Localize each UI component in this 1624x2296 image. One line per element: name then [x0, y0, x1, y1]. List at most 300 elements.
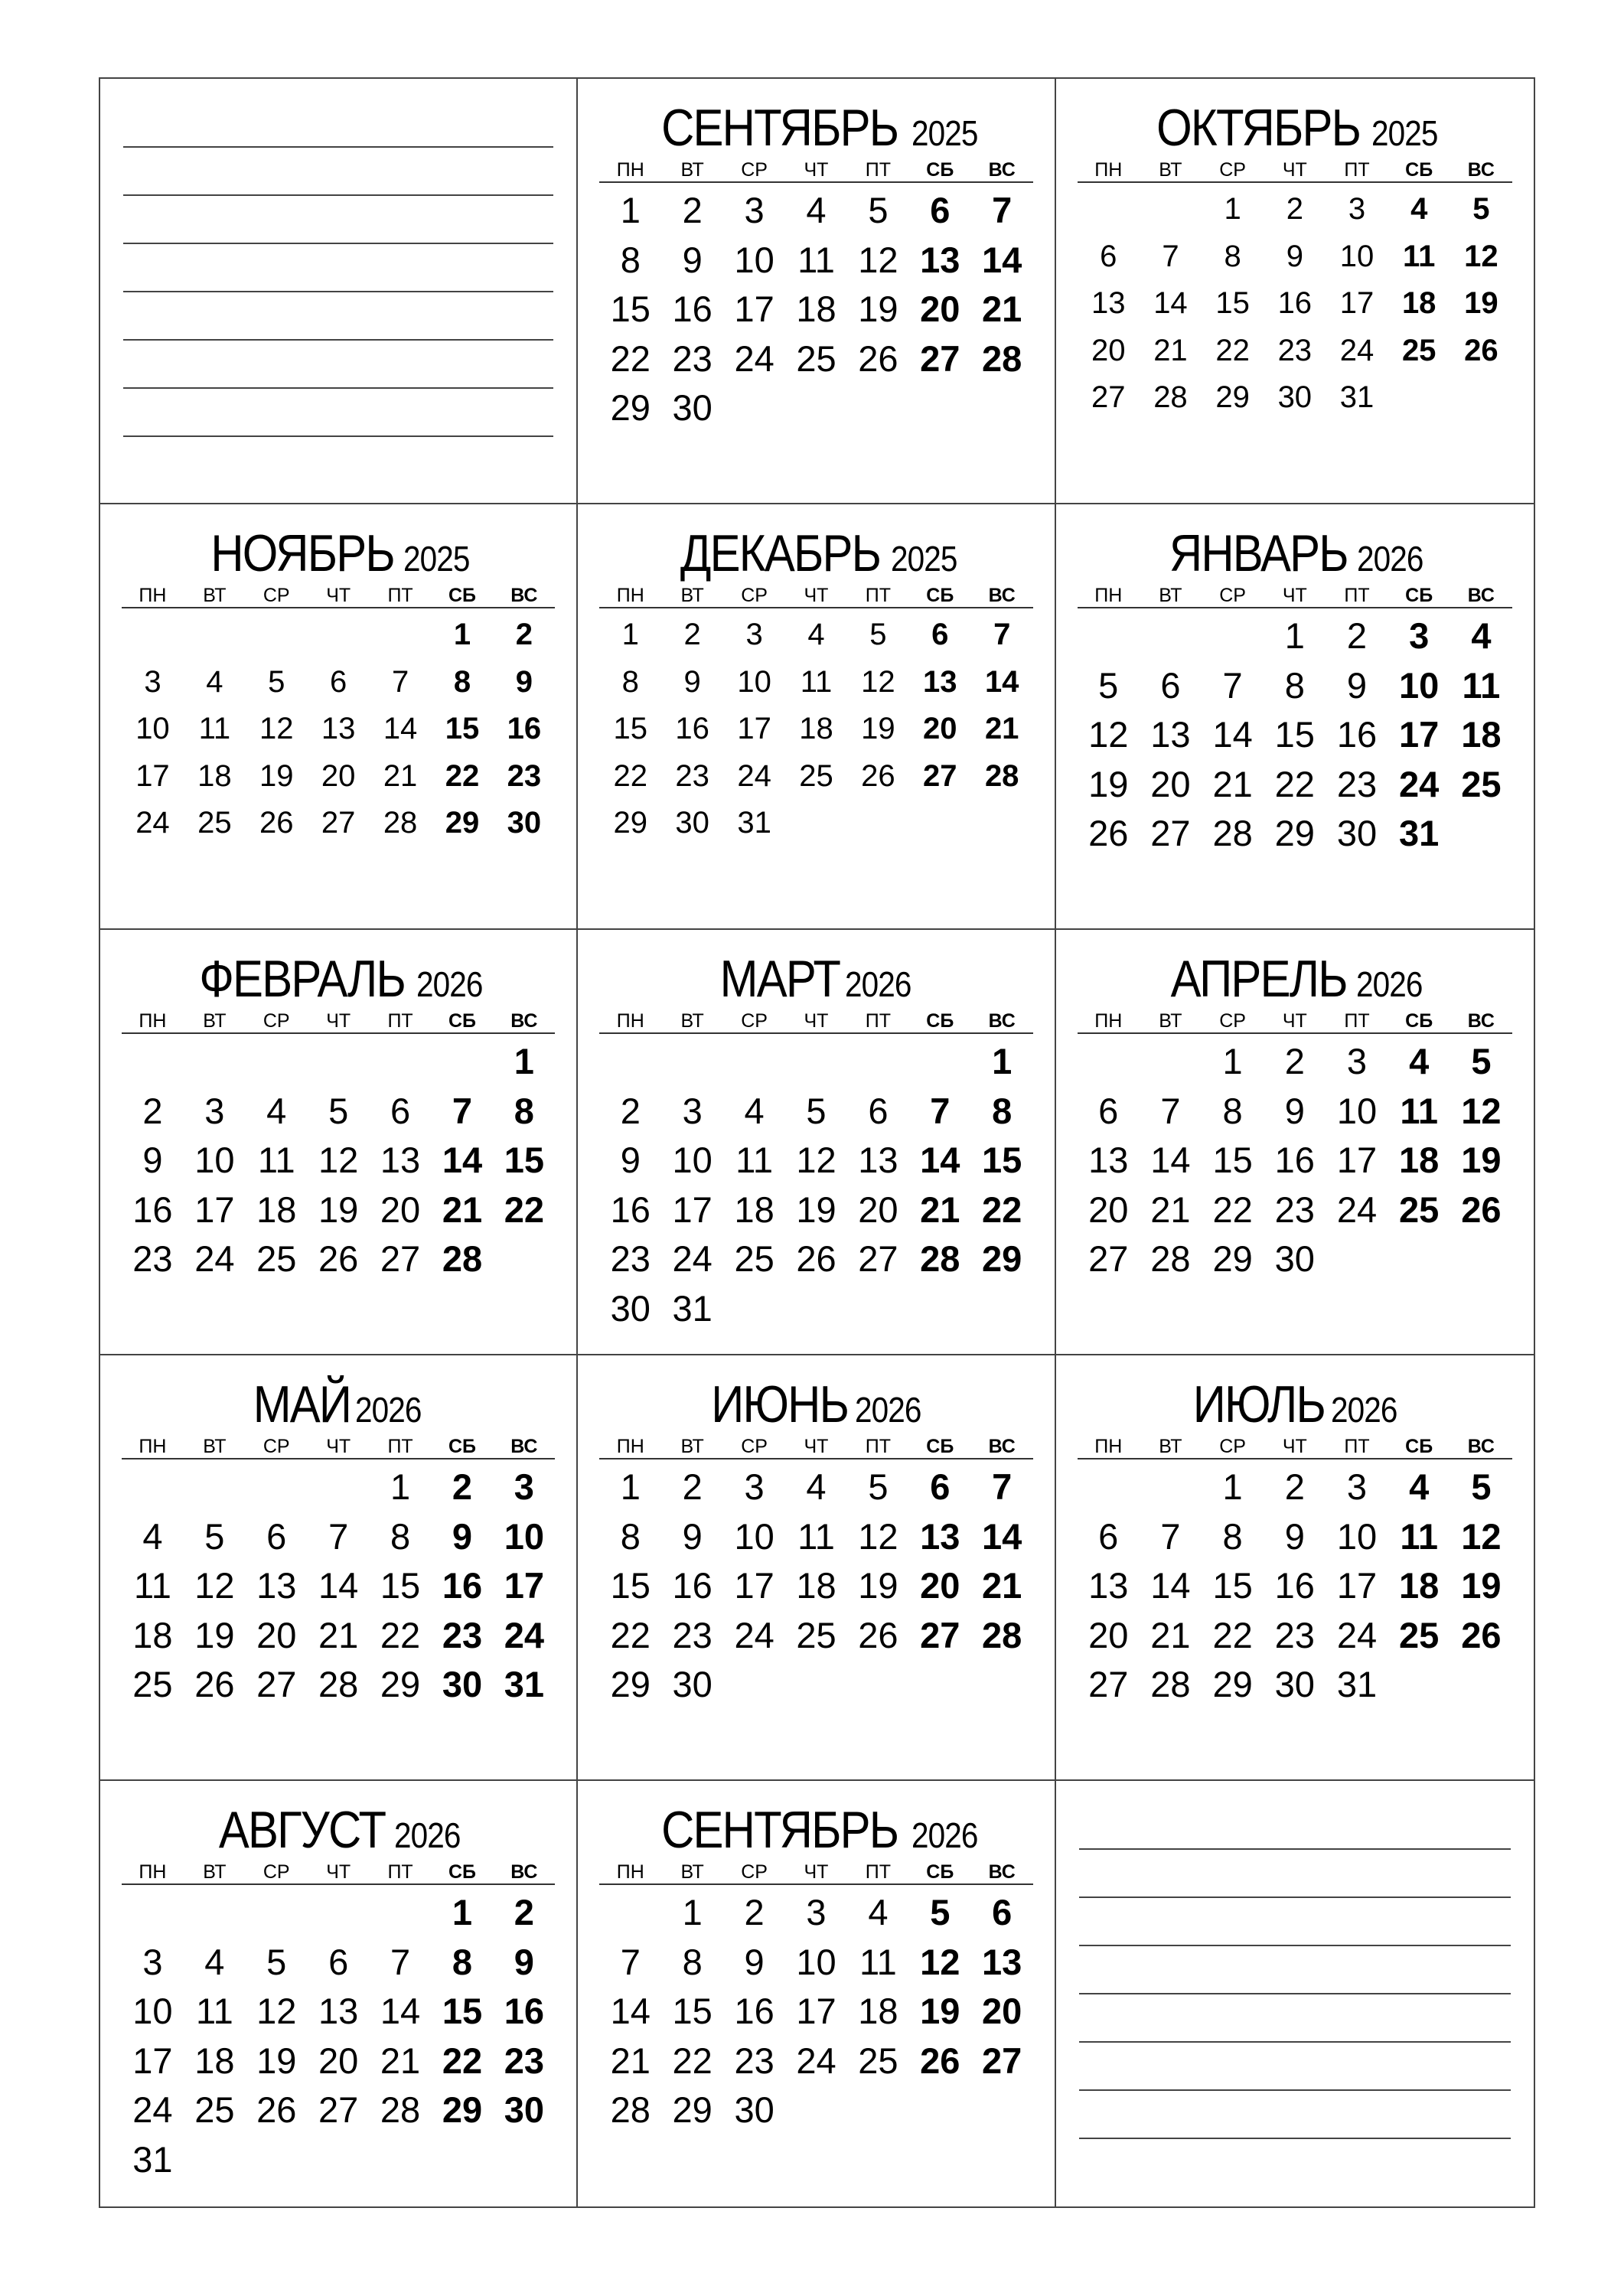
weekend-day: 13 [920, 1515, 960, 1557]
weekend-day: 12 [1461, 1515, 1502, 1557]
day-number: 19 [861, 712, 895, 745]
weekend-day: 26 [1461, 1189, 1502, 1230]
day-number: 23 [1274, 1614, 1315, 1655]
weekend-day: 18 [1401, 286, 1436, 320]
day-number: 16 [610, 1189, 651, 1230]
weekday-label: СБ [1405, 585, 1433, 606]
day-number: 2 [620, 1090, 641, 1131]
day-number: 11 [195, 1991, 233, 2031]
day-number: 4 [744, 1090, 765, 1131]
weekend-day: 11 [1462, 664, 1501, 706]
weekday-label: СБ [1405, 1010, 1433, 1032]
weekday-label: ВС [988, 585, 1016, 606]
day-number: 27 [1091, 380, 1126, 414]
day-number: 2 [682, 190, 703, 230]
note-line [1079, 2138, 1511, 2139]
day-number: 27 [256, 1664, 297, 1704]
weekday-label: ВС [988, 1436, 1016, 1457]
weekday-label: ВТ [1159, 1436, 1182, 1457]
day-number: 15 [380, 1565, 421, 1606]
day-number: 4 [266, 1090, 287, 1131]
weekend-day: 30 [442, 1664, 483, 1704]
day-number: 5 [266, 1941, 287, 1982]
weekend-day: 7 [993, 618, 1011, 651]
weekday-label: ПТ [1344, 1010, 1370, 1032]
day-number: 6 [266, 1515, 287, 1557]
weekend-day: 26 [1461, 1614, 1502, 1655]
weekend-day: 18 [1461, 714, 1502, 755]
day-number: 1 [390, 1466, 411, 1507]
month-october-2025 [1056, 79, 1534, 504]
day-number: 15 [672, 1991, 713, 2031]
month-title [1078, 950, 1512, 1008]
month-march-2026 [578, 930, 1055, 1355]
day-number: 24 [132, 2089, 173, 2130]
day-number: 1 [621, 618, 639, 651]
day-number: 17 [796, 1991, 836, 2031]
day-number: 6 [1098, 1090, 1119, 1131]
day-number: 24 [1336, 1189, 1378, 1230]
day-number: 3 [806, 1892, 827, 1932]
weekend-day: 15 [504, 1140, 544, 1180]
day-number: 28 [1150, 1238, 1191, 1279]
weekday-label: ПН [1094, 159, 1123, 181]
weekday-label: СР [263, 585, 290, 606]
weekday-label: ПН [616, 1436, 644, 1457]
month-august-2026 [100, 1781, 578, 2206]
day-number: 3 [744, 190, 765, 230]
weekday-label: ПТ [865, 159, 892, 181]
day-number: 21 [1150, 1189, 1191, 1230]
note-line [1079, 2089, 1511, 2091]
weekend-day: 27 [920, 1614, 960, 1655]
day-number: 14 [380, 1991, 421, 2031]
weekend-day: 28 [982, 338, 1022, 379]
weekday-header [1078, 1009, 1512, 1034]
empty-day [184, 1037, 246, 1087]
weekend-day: 12 [1464, 239, 1498, 273]
day-number: 4 [806, 190, 827, 230]
month-year: 2026 [1330, 1390, 1397, 1430]
day-number: 26 [318, 1238, 359, 1279]
day-number: 1 [682, 1892, 703, 1932]
month-name: ИЮНЬ [711, 1375, 849, 1433]
day-number: 5 [806, 1090, 827, 1131]
days-grid [1078, 1037, 1512, 1284]
day-number: 27 [1150, 813, 1191, 853]
day-number: 7 [390, 1941, 411, 1982]
day-number: 2 [1286, 192, 1303, 226]
day-number: 2 [1284, 1041, 1305, 1081]
day-number: 9 [1284, 1515, 1305, 1557]
weekday-label: ПН [139, 1010, 167, 1032]
days-grid [1078, 1463, 1512, 1710]
day-number: 16 [734, 1991, 774, 2031]
day-number: 13 [256, 1565, 297, 1606]
day-number: 14 [1153, 286, 1188, 320]
empty-day [122, 1888, 184, 1938]
month-name: СЕНТЯБРЬ [661, 99, 898, 157]
day-number: 11 [198, 712, 231, 745]
calendar-grid [99, 77, 1535, 2208]
weekday-label: ПН [616, 585, 644, 606]
weekend-day: 1 [452, 1892, 473, 1932]
weekday-label: СР [1219, 159, 1246, 181]
weekend-day: 8 [452, 1941, 473, 1982]
day-number: 17 [734, 1565, 774, 1606]
weekday-label: СБ [926, 585, 954, 606]
day-number: 31 [672, 1287, 713, 1329]
weekday-label: ВС [510, 1436, 538, 1457]
day-number: 6 [1098, 1515, 1119, 1557]
day-number: 19 [259, 758, 294, 793]
weekend-day: 28 [984, 758, 1019, 793]
day-number: 25 [132, 1664, 173, 1704]
day-number: 9 [1284, 1090, 1305, 1131]
month-name: СЕНТЯБРЬ [661, 1801, 898, 1859]
days-grid [122, 1037, 555, 1284]
weekday-label: ВС [510, 585, 538, 606]
day-number: 24 [734, 1614, 774, 1655]
weekday-label: ВС [988, 159, 1016, 181]
day-number: 14 [383, 712, 418, 745]
day-number: 13 [1088, 1140, 1129, 1180]
weekend-day: 30 [507, 806, 542, 840]
weekend-day: 21 [920, 1189, 960, 1230]
day-number: 17 [737, 712, 771, 745]
day-number: 4 [807, 618, 825, 651]
day-number: 26 [194, 1664, 235, 1704]
weekday-label: СР [741, 1861, 768, 1883]
weekend-day: 15 [982, 1140, 1022, 1180]
notes-box-bottom [1056, 1781, 1534, 2206]
weekend-day: 18 [1399, 1565, 1440, 1606]
day-number: 10 [1336, 1515, 1378, 1557]
weekend-day: 2 [514, 1892, 534, 1932]
month-year: 2025 [911, 113, 978, 153]
empty-day [122, 1463, 184, 1512]
day-number: 26 [259, 806, 294, 840]
empty-day [1202, 612, 1264, 661]
day-number: 3 [142, 1941, 163, 1982]
weekend-day: 2 [515, 618, 533, 651]
weekday-label: ПН [616, 159, 644, 181]
weekday-label: ВС [988, 1861, 1016, 1883]
month-title [599, 950, 1032, 1008]
day-number: 9 [1346, 664, 1368, 706]
day-number: 21 [610, 2040, 651, 2081]
day-number: 12 [259, 712, 294, 745]
weekday-label: СБ [926, 1861, 954, 1883]
day-number: 31 [737, 806, 771, 840]
weekend-day: 31 [504, 1664, 544, 1704]
weekend-day: 4 [1471, 615, 1492, 656]
weekend-day: 3 [514, 1466, 534, 1507]
weekend-day: 4 [1410, 192, 1428, 226]
weekend-day: 10 [504, 1515, 544, 1557]
weekend-day: 20 [920, 289, 960, 329]
day-number: 17 [194, 1189, 235, 1230]
weekday-label: ЧТ [804, 1436, 829, 1457]
day-number: 3 [745, 618, 763, 651]
month-april-2026 [1056, 930, 1534, 1355]
day-number: 20 [1150, 763, 1191, 804]
weekend-day: 24 [504, 1614, 544, 1655]
day-number: 20 [1091, 333, 1126, 367]
day-number: 27 [380, 1238, 421, 1279]
weekend-day: 5 [1471, 1466, 1492, 1507]
day-number: 24 [796, 2040, 836, 2081]
day-number: 30 [1274, 1664, 1315, 1704]
empty-day [785, 1037, 847, 1087]
month-may-2026 [100, 1355, 578, 1781]
day-number: 29 [1212, 1664, 1253, 1704]
note-line [123, 194, 553, 196]
weekend-day: 8 [514, 1090, 534, 1131]
day-number: 6 [1160, 664, 1181, 706]
day-number: 23 [675, 758, 709, 793]
weekday-label: ВТ [203, 585, 227, 606]
day-number: 11 [257, 1140, 295, 1180]
note-line [123, 387, 553, 389]
day-number: 22 [1215, 333, 1250, 367]
day-number: 11 [735, 1140, 773, 1180]
month-title [1078, 1375, 1512, 1433]
day-number: 27 [1088, 1664, 1129, 1704]
days-grid [599, 1888, 1032, 2135]
day-number: 4 [806, 1466, 827, 1507]
month-name: НОЯБРЬ [210, 524, 394, 582]
day-number: 21 [1212, 763, 1253, 804]
day-number: 24 [672, 1238, 713, 1279]
day-number: 9 [620, 1140, 641, 1180]
month-title [122, 1801, 555, 1859]
day-number: 15 [613, 712, 648, 745]
empty-day [723, 1037, 785, 1087]
weekday-label: ЧТ [326, 585, 351, 606]
empty-day [661, 1037, 723, 1087]
empty-day [1078, 1463, 1140, 1512]
day-number: 30 [734, 2089, 774, 2130]
month-title [1078, 99, 1512, 157]
days-grid [122, 1888, 555, 2184]
weekend-day: 28 [442, 1238, 483, 1279]
day-number: 6 [328, 1941, 349, 1982]
weekend-day: 21 [442, 1189, 483, 1230]
weekday-label: ПТ [865, 1436, 892, 1457]
day-number: 27 [1088, 1238, 1129, 1279]
day-number: 19 [858, 289, 898, 329]
days-grid [122, 1463, 555, 1710]
weekend-day: 15 [445, 712, 480, 745]
weekend-day: 4 [1409, 1041, 1430, 1081]
weekday-label: ВТ [680, 585, 704, 606]
weekend-day: 14 [982, 239, 1022, 280]
day-number: 21 [380, 2040, 421, 2081]
weekend-day: 21 [982, 1565, 1022, 1606]
weekend-day: 22 [442, 2040, 483, 2081]
weekend-day: 11 [1400, 1090, 1439, 1131]
weekend-day: 14 [920, 1140, 960, 1180]
weekday-label: ВТ [680, 1010, 704, 1032]
day-number: 29 [613, 806, 648, 840]
weekday-label: СР [1219, 1436, 1246, 1457]
weekday-label: СБ [1405, 159, 1433, 181]
weekend-day: 22 [982, 1189, 1022, 1230]
day-number: 24 [1339, 333, 1375, 367]
day-number: 24 [737, 758, 771, 793]
day-number: 13 [1088, 1565, 1129, 1606]
empty-day [1140, 1463, 1202, 1512]
weekend-day: 29 [442, 2089, 483, 2130]
day-number: 13 [858, 1140, 898, 1180]
empty-day [432, 1037, 494, 1087]
day-number: 27 [318, 2089, 359, 2130]
weekday-label: СБ [448, 1010, 476, 1032]
day-number: 25 [256, 1238, 297, 1279]
day-number: 19 [796, 1189, 836, 1230]
day-number: 4 [204, 1941, 225, 1982]
month-june-2026 [578, 1355, 1055, 1781]
weekend-day: 14 [442, 1140, 483, 1180]
day-number: 16 [132, 1189, 173, 1230]
weekend-day: 30 [504, 2089, 544, 2130]
day-number: 12 [318, 1140, 359, 1180]
day-number: 16 [675, 712, 709, 745]
days-grid [599, 186, 1032, 433]
day-number: 31 [1339, 380, 1375, 414]
empty-day [370, 1888, 432, 1938]
month-year: 2026 [416, 964, 483, 1004]
days-grid [122, 612, 555, 847]
weekday-label: ВТ [203, 1010, 227, 1032]
weekend-day: 17 [504, 1565, 544, 1606]
day-number: 8 [1222, 1515, 1243, 1557]
month-year: 2025 [1371, 113, 1438, 153]
weekday-label: ВС [510, 1010, 538, 1032]
day-number: 29 [610, 387, 651, 428]
day-number: 20 [380, 1189, 421, 1230]
day-number: 22 [613, 758, 648, 793]
weekday-header [599, 1009, 1032, 1034]
weekend-day: 7 [992, 190, 1013, 230]
day-number: 21 [1150, 1614, 1191, 1655]
day-number: 26 [858, 1614, 898, 1655]
month-year: 2026 [1357, 539, 1423, 579]
weekday-label: СБ [448, 1861, 476, 1883]
weekend-day: 27 [982, 2040, 1022, 2081]
weekend-day: 19 [920, 1991, 960, 2031]
month-name: АВГУСТ [219, 1801, 386, 1859]
weekend-day: 7 [930, 1090, 951, 1131]
day-number: 18 [132, 1614, 173, 1655]
empty-day [308, 1037, 370, 1087]
month-september-2026 [578, 1781, 1055, 2206]
weekend-day: 16 [442, 1565, 483, 1606]
month-november-2025 [100, 504, 578, 930]
day-number: 10 [737, 664, 771, 699]
weekend-day: 31 [1399, 813, 1440, 853]
weekend-day: 9 [514, 1941, 534, 1982]
note-line [1079, 1848, 1511, 1850]
weekday-label: ВТ [1159, 159, 1182, 181]
weekend-day: 7 [452, 1090, 473, 1131]
weekend-day: 6 [992, 1892, 1013, 1932]
day-number: 10 [734, 1515, 774, 1557]
weekend-day: 6 [930, 190, 951, 230]
weekend-day: 29 [445, 806, 480, 840]
day-number: 24 [194, 1238, 235, 1279]
day-number: 25 [796, 1614, 836, 1655]
day-number: 17 [132, 2040, 173, 2081]
weekend-day: 11 [1403, 239, 1436, 273]
empty-day [184, 1888, 246, 1938]
month-title [599, 1801, 1032, 1859]
month-year: 2025 [891, 539, 957, 579]
weekend-day: 21 [982, 289, 1022, 329]
weekend-day: 20 [982, 1991, 1022, 2031]
day-number: 20 [318, 2040, 359, 2081]
empty-day [1078, 612, 1140, 661]
day-number: 28 [318, 1664, 359, 1704]
day-number: 14 [1212, 714, 1253, 755]
weekend-day: 25 [1399, 1189, 1440, 1230]
day-number: 5 [328, 1090, 349, 1131]
day-number: 12 [858, 239, 898, 280]
weekend-day: 19 [1464, 286, 1498, 320]
day-number: 15 [610, 289, 651, 329]
weekday-label: ВТ [680, 1436, 704, 1457]
note-line [123, 339, 553, 341]
day-number: 18 [858, 1991, 898, 2031]
weekday-label: СР [741, 159, 768, 181]
empty-day [909, 1037, 971, 1087]
weekend-day: 20 [920, 1565, 960, 1606]
weekday-label: СР [741, 585, 768, 606]
day-number: 2 [744, 1892, 765, 1932]
day-number: 3 [204, 1090, 225, 1131]
weekday-header [122, 1861, 555, 1885]
day-number: 16 [672, 289, 713, 329]
empty-day [246, 1037, 308, 1087]
month-year: 2026 [911, 1815, 978, 1855]
day-number: 12 [858, 1515, 898, 1557]
day-number: 9 [1286, 239, 1303, 273]
weekday-label: ПН [139, 1861, 167, 1883]
day-number: 27 [321, 806, 356, 840]
month-july-2026 [1056, 1355, 1534, 1781]
weekday-label: ЧТ [1282, 1010, 1307, 1032]
weekend-day: 15 [442, 1991, 483, 2031]
day-number: 10 [194, 1140, 235, 1180]
day-number: 20 [256, 1614, 297, 1655]
month-title [599, 99, 1032, 157]
day-number: 8 [1284, 664, 1305, 706]
day-number: 23 [610, 1238, 651, 1279]
weekend-day: 26 [1464, 333, 1498, 367]
day-number: 12 [796, 1140, 836, 1180]
weekday-label: ЧТ [804, 159, 829, 181]
day-number: 8 [620, 1515, 641, 1557]
empty-day [1078, 1037, 1140, 1087]
weekday-header [1078, 584, 1512, 608]
day-number: 10 [132, 1991, 173, 2031]
day-number: 18 [197, 758, 232, 793]
month-year: 2026 [393, 1815, 461, 1855]
day-number: 24 [734, 338, 774, 379]
month-name: МАЙ [253, 1375, 351, 1433]
day-number: 26 [256, 2089, 297, 2130]
